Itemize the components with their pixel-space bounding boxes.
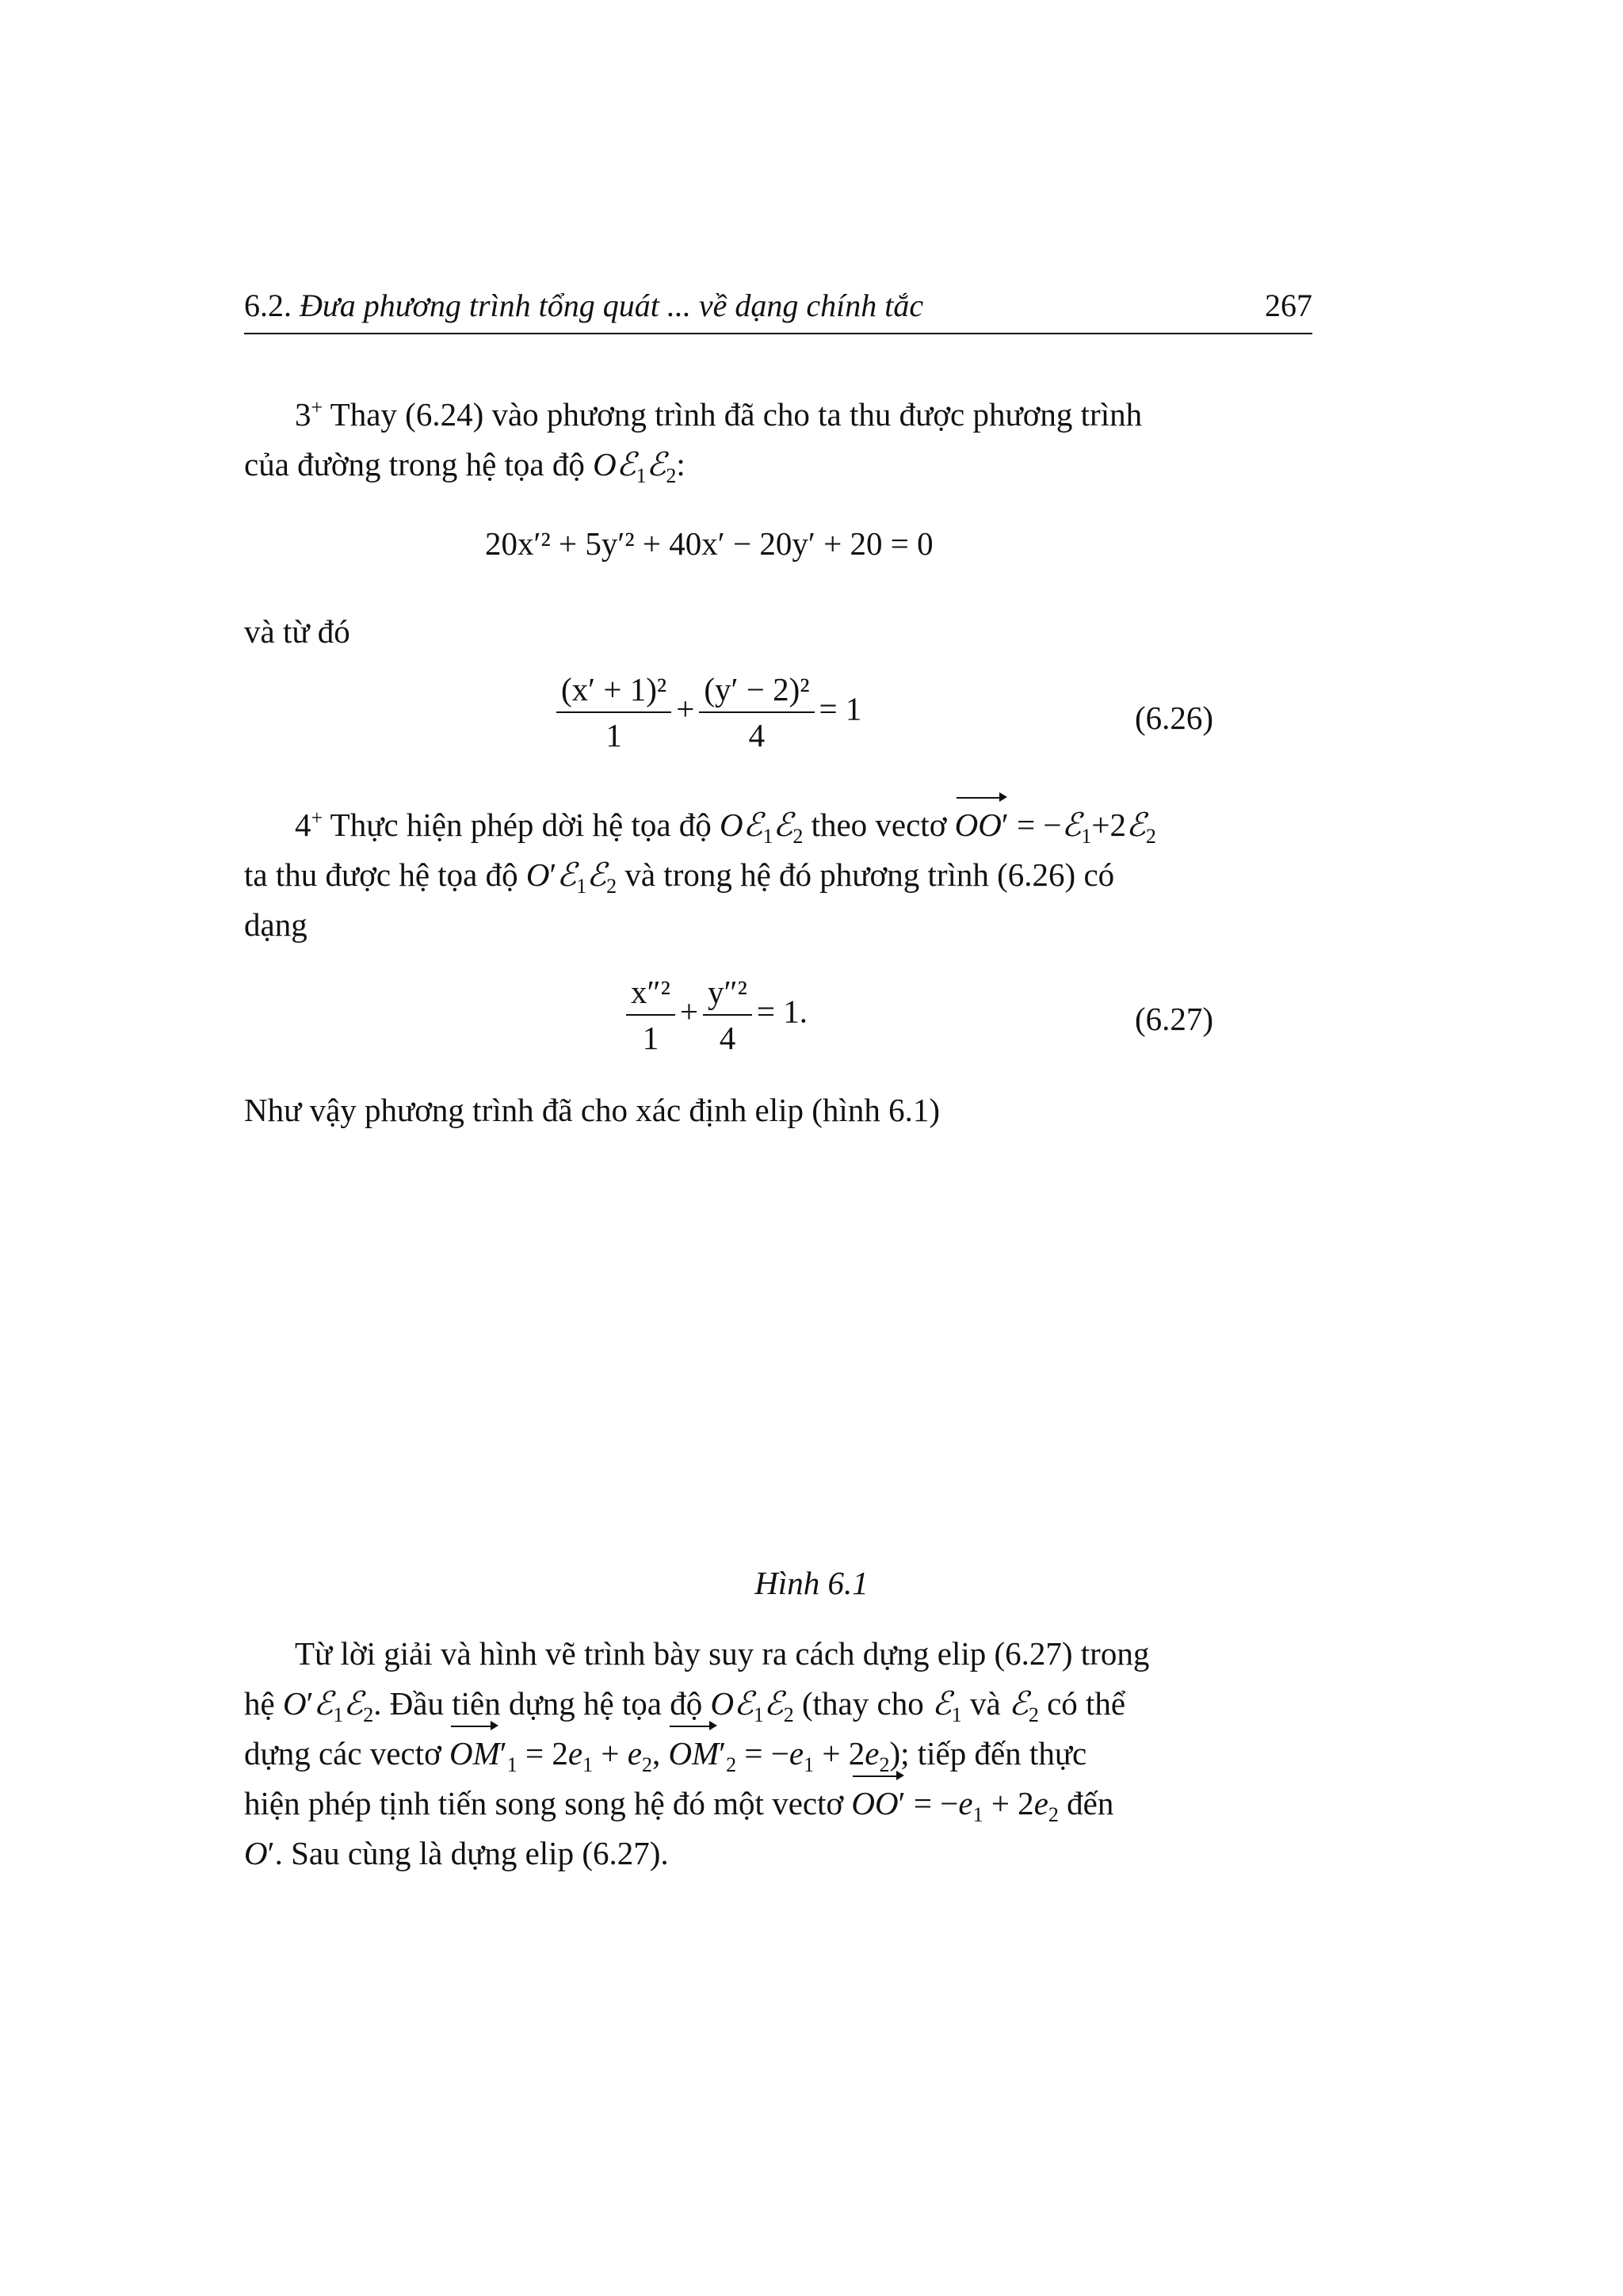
paragraph-text: Thực hiện phép dời hệ tọa độ bbox=[323, 807, 720, 843]
denominator: 4 bbox=[748, 717, 766, 753]
paragraph-text: hiện phép tịnh tiến song song hệ đó một vectơ bbox=[244, 1785, 852, 1821]
equation-label: (6.26) bbox=[1135, 700, 1214, 736]
paragraph-text: (thay cho bbox=[793, 1685, 932, 1722]
running-header bbox=[244, 287, 1312, 334]
equation-label: (6.27) bbox=[1135, 1001, 1214, 1037]
paragraph-text: hệ bbox=[244, 1685, 283, 1722]
paragraph-text: và trong hệ đó phương trình (6.26) có bbox=[617, 856, 1115, 893]
paragraph-step-3: 3+ Thay (6.24) vào phương trình đã cho ta thu được phương trình của đường trong hệ tọa độ Oℰ$_1$ℰ$_2$: bbox=[244, 395, 1143, 488]
page-number: 267 bbox=[1265, 288, 1312, 323]
paragraph-text: đến bbox=[1058, 1785, 1114, 1821]
fraction bbox=[703, 973, 752, 1057]
equation-rhs: = 1 bbox=[819, 690, 862, 727]
figure-caption: Hình 6.1 bbox=[754, 1565, 869, 1601]
section-number: 6.2. bbox=[244, 288, 292, 323]
denominator: 1 bbox=[642, 1020, 659, 1056]
paragraph-text: dạng bbox=[244, 906, 307, 943]
denominator: 4 bbox=[719, 1020, 736, 1056]
text-and-from: và từ đó bbox=[244, 613, 350, 650]
paragraph-text: Thay (6.24) vào phương trình đã cho ta thu được phương trình bbox=[323, 396, 1143, 433]
numerator: y″² bbox=[703, 973, 752, 1016]
section-title: Đưa phương trình tổng quát ... về dạng chính tắc bbox=[300, 288, 924, 323]
paragraph-text: . Sau cùng là dựng elip (6.27). bbox=[274, 1835, 669, 1871]
conclusion-text: Như vậy phương trình đã cho xác định elip (hình 6.1) bbox=[244, 1092, 940, 1128]
running-header-text bbox=[244, 287, 923, 324]
paragraph-text: của đường trong hệ tọa độ bbox=[244, 446, 594, 482]
step-number: 4 bbox=[295, 807, 311, 843]
denominator: 1 bbox=[605, 717, 622, 753]
numerator: (x′ + 1)² bbox=[556, 670, 671, 713]
paragraph-text: ; tiếp đến thực bbox=[900, 1735, 1087, 1772]
paragraph-text: và bbox=[961, 1685, 1009, 1722]
paragraph-text: dựng các vectơ bbox=[244, 1735, 450, 1772]
numerator: x″² bbox=[626, 973, 675, 1016]
equation-rhs: = 1. bbox=[756, 993, 808, 1030]
fraction bbox=[626, 973, 675, 1057]
paragraph-text: Từ lời giải và hình vẽ trình bày suy ra cách dựng elip (6.27) trong bbox=[295, 1635, 1150, 1672]
step-number: 3 bbox=[295, 396, 311, 433]
equation-6-26: $\frac{\text{(x′ + 1)²}}{1}$ + $\frac{\text{(y′ − 2)²}}{4}$ = 1 bbox=[552, 670, 861, 754]
paragraph-text: . Đầu tiên dựng hệ tọa độ bbox=[373, 1685, 711, 1722]
paragraph-text: theo vectơ bbox=[803, 807, 955, 843]
paragraph-text: có thể bbox=[1038, 1685, 1126, 1722]
numerator: (y′ − 2)² bbox=[699, 670, 814, 713]
equation-1: 20x′² + 5y′² + 40x′ − 20y′ + 20 = 0 bbox=[485, 525, 934, 562]
equation-6-27: $\frac{\text{x″²}}{1}$ + $\frac{\text{y″²}}{4}$ = 1. bbox=[621, 973, 808, 1057]
paragraph-text: ta thu được hệ tọa độ bbox=[244, 856, 526, 893]
fraction bbox=[556, 670, 671, 754]
figure-6-1 bbox=[244, 1173, 1217, 1537]
paragraph-construction: Từ lời giải và hình vẽ trình bày suy ra cách dựng elip (6.27) trong hệ O′ℰ$_1$ℰ$_2$. Đầu tiên dựng hệ tọa độ Oℰ$_1$ℰ$_2$ (thay cho ℰ$_1$ và ℰ$_2$ có thể dựng các vectơ $OM'_1 = 2e_1 + e_2$, $OM'_2 = -e_1 + 2e_2$); tiếp đến thực hiện phép tịnh tiến song song hệ đó một vectơ $OO' = -e_1 + 2e_2$ đến O′. Sau cùng là dựng elip (6.27). bbox=[244, 1635, 1150, 1871]
fraction bbox=[699, 670, 814, 754]
paragraph-step-4: 4+ Thực hiện phép dời hệ tọa độ Oℰ$_1$ℰ$_2$ theo vectơ OO′ = −ℰ$_1$+2ℰ$_2$ ta thu được hệ tọa độ O′ℰ$_1$ℰ$_2$ và trong hệ đó phương trình (6.26) có dạng bbox=[244, 800, 1217, 950]
